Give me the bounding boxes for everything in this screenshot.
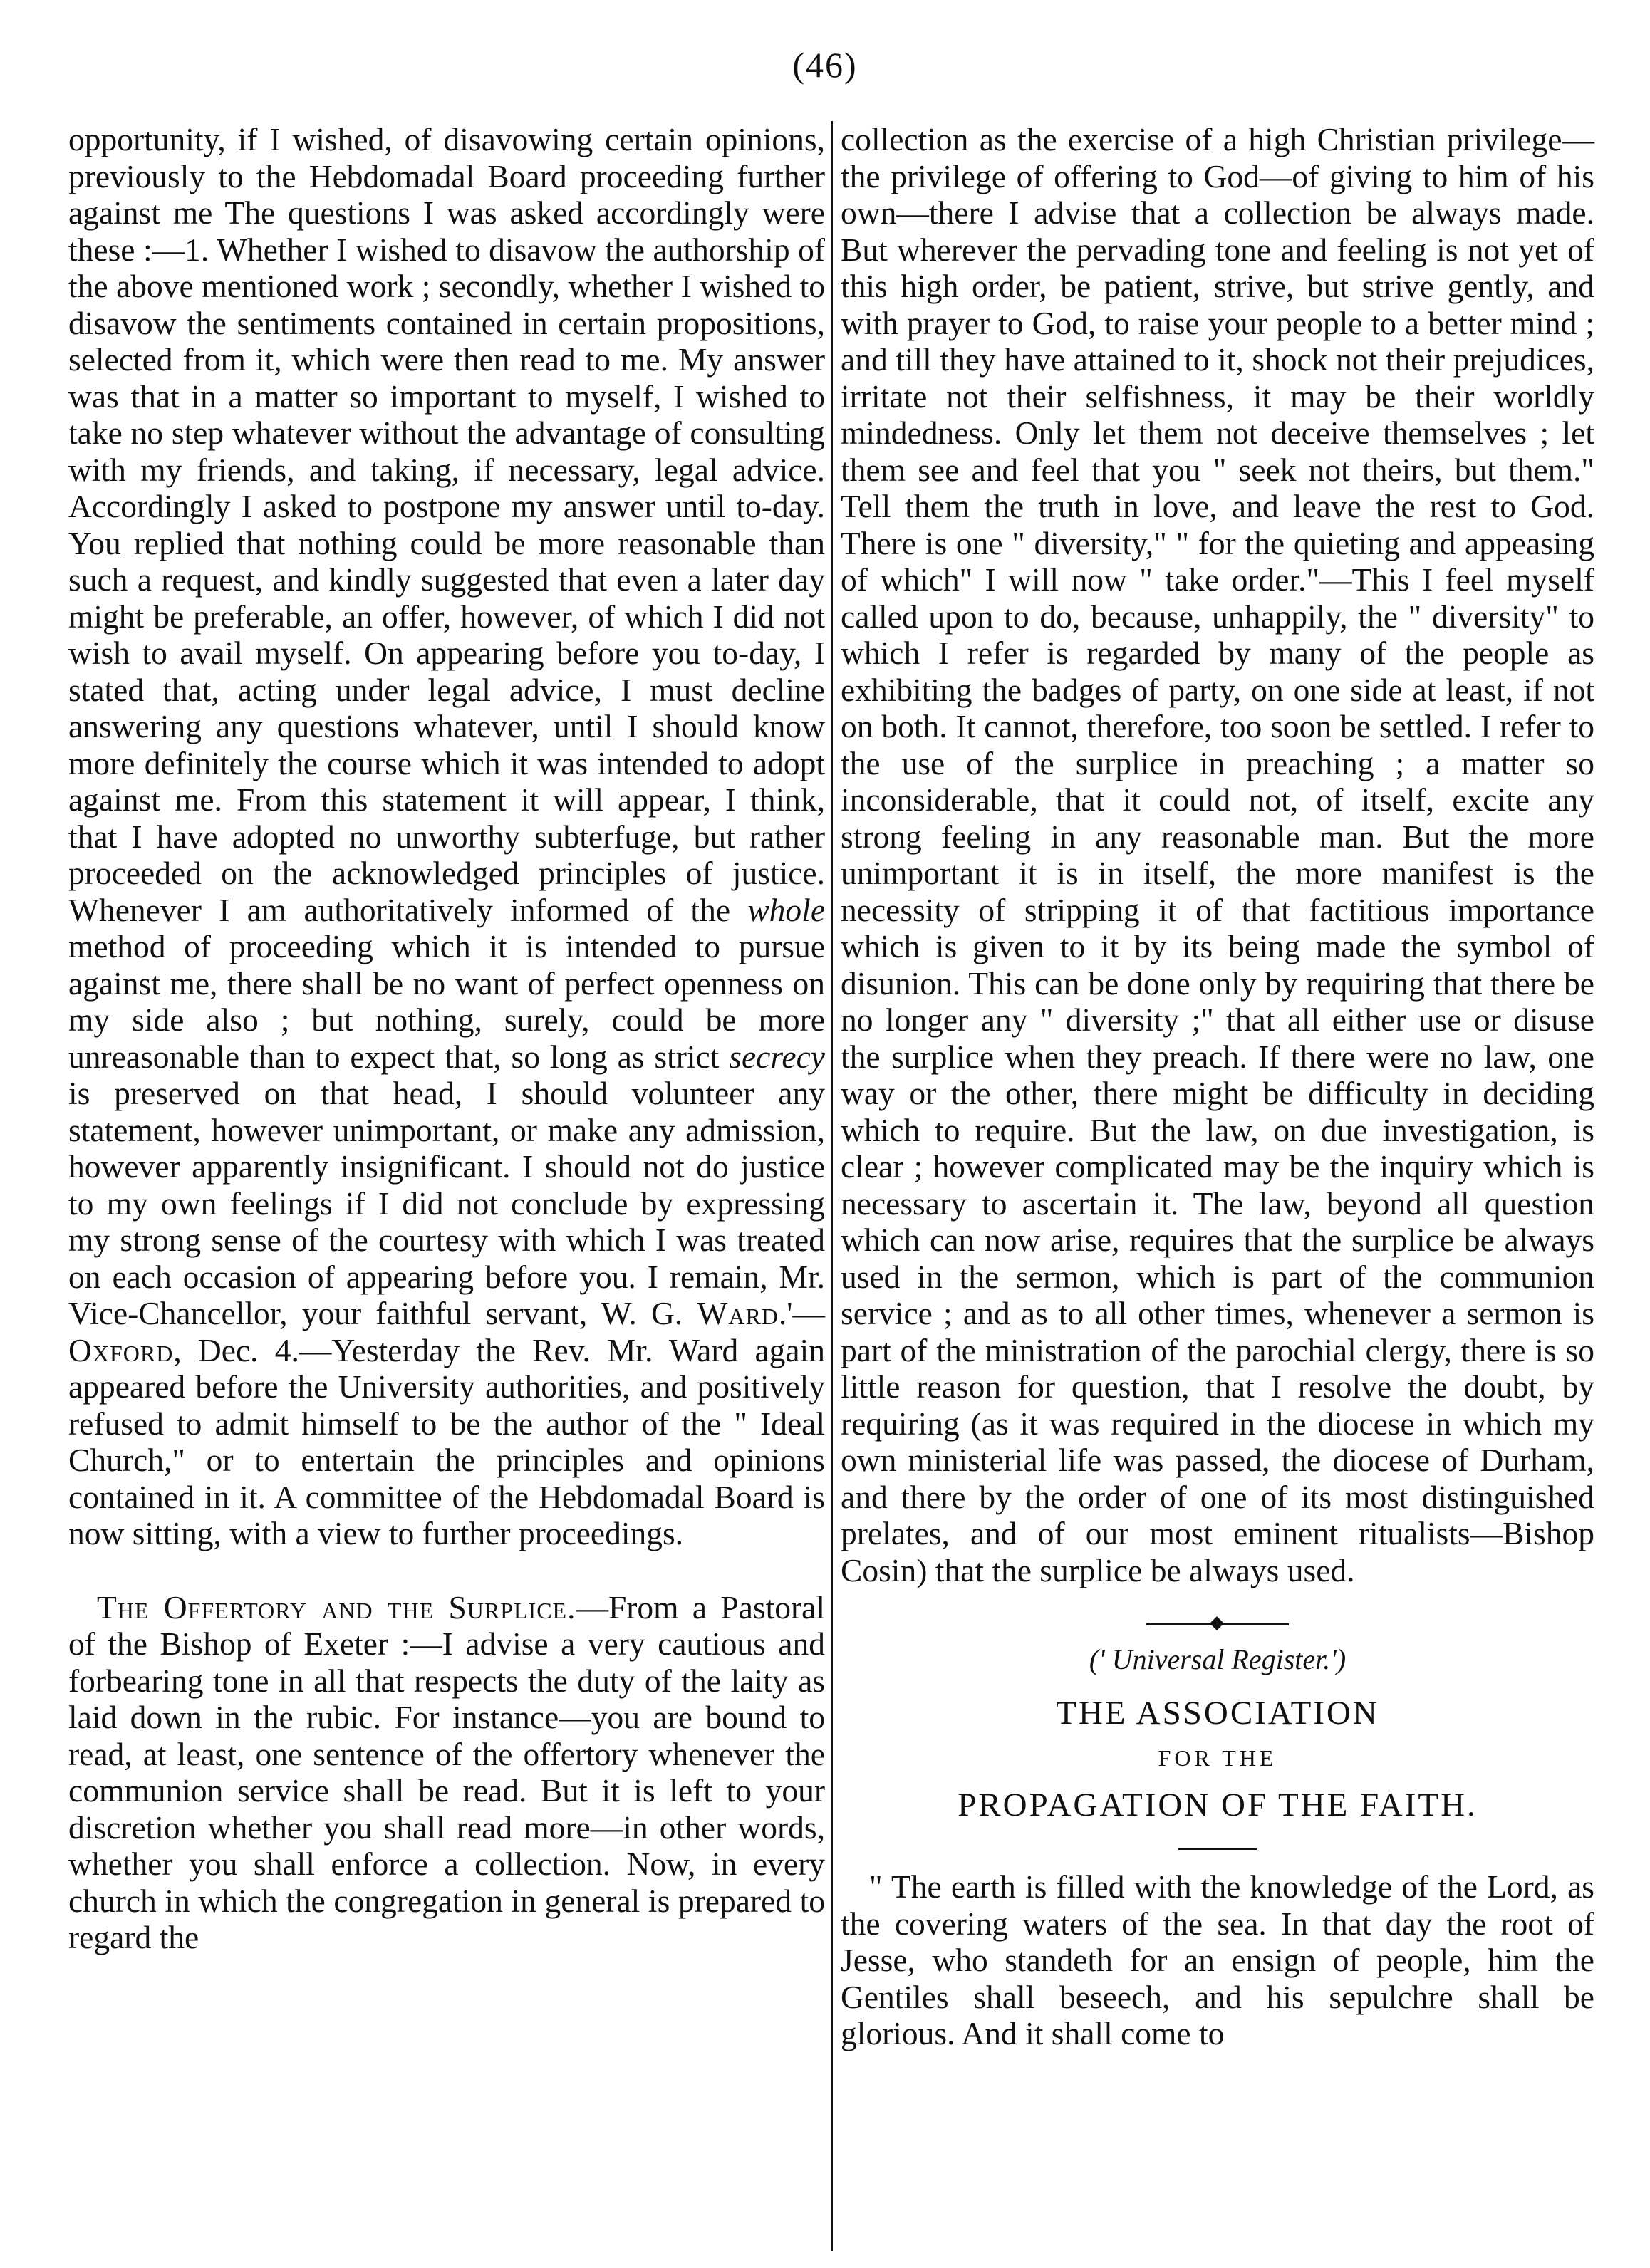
ornament-rule <box>1146 1617 1289 1631</box>
page-number: (46) <box>792 45 858 85</box>
heading-rule <box>1178 1848 1257 1850</box>
emphasis-secrecy: secrecy <box>729 1038 825 1075</box>
article-heading-line1: THE ASSOCIATION <box>1056 1694 1379 1732</box>
left-column <box>68 121 825 1956</box>
article-heading-line3: PROPAGATION OF THE FAITH. <box>958 1786 1478 1824</box>
surplice-paragraph: collection as the exercise of a high Christian privilege—the privilege of offering to God—of giving to him of his own—there I advise that a collection be always made. But wherever the pervading tone and feeling is not yet of this high order, be patient, strive, but strive gently, and with prayer to God, to raise your people to a better mind ; and till they have attained to it, shock not their prejudices, irritate not their selfishness, it may be their worldly mindedness. Only let them not deceive themselves ; let them see and feel that you " seek not theirs, but them." Tell them the truth in love, and leave the rest to God. There is one " diversity," " for the quieting and appeasing of which" I will now " take order."—This I feel myself called upon to do, because, unhappily, the " diversity" to which I refer is regarded by many of the people as exhibiting the badges of party, on one side at least, if not on both. It cannot, therefore, too soon be settled. I refer to the use of the surplice in preaching ; a matter so inconsiderable, that it could not, of itself, excite any strong feeling in any reasonable man. But the more unimportant it is in itself, the more manifest is the necessity of stripping it of that factitious importance which is given to it by its being made the symbol of disunion. This can be done only by requiring that there be no longer any " diversity ;" that all either use or disuse the surplice when they preach. If there were no law, one way or the other, there might be difficulty in deciding which to require. But the law, on due investigation, is clear ; however complicated may be the inquiry which is necessary to ascertain it. The law, beyond all question which can now arise, requires that the surplice be always used in the sermon, which is part of the communion service ; and as to all other times, whenever a sermon is part of the ministration of the parochial clergy, there is so little reason for question, that I resolve the doubt, by requiring (as it was required in the diocese in which my own ministerial life was passed, the diocese of Durham, and there by the order of one of its most distinguished prelates, and of our most eminent ritualists—Bishop Cosin) that the surplice be always used. <box>841 121 1594 1588</box>
dateline-oxford: Oxford <box>68 1331 174 1368</box>
source-credit: (' Universal Register.') <box>1089 1643 1347 1675</box>
offertory-heading: The Offertory and the Surplice. <box>97 1588 576 1625</box>
scripture-quote: " The earth is filled with the knowledge of the Lord, as the covering waters of the sea. In that day the root of Jesse, who standeth for an ensign of people, him the Gentiles shall beseech, and his sepulchre shall be glorious. And it shall come to <box>841 1868 1594 2051</box>
right-column <box>841 121 1594 2052</box>
article-heading-line2: FOR THE <box>1158 1745 1277 1771</box>
column-divider <box>831 121 833 2251</box>
offertory-paragraph: The Offertory and the Surplice.—From a Pastoral of the Bishop of Exeter :—I advise a very cautious and forbearing tone in all that respects the duty of the laity as laid down in the rubic. For instance—you are bound to read, at least, one sentence of the offertory whenever the communion service shall be read. But it is left to your discretion whether you shall read more—in other words, whether you shall enforce a collection. Now, in every church in which the congregation in general is prepared to regard the <box>68 1588 825 1955</box>
emphasis-whole: whole <box>747 891 826 928</box>
ward-letter-paragraph: opportunity, if I wished, of disavowing certain opinions, previously to the Hebdomadal Board proceeding further against me The questions I was asked accordingly were these :—1. Whether I wished to disavow the authorship of the above mentioned work ; secondly, whether I wished to disavow the sentiments contained in certain propositions, selected from it, which were then read to me. My answer was that in a matter so important to myself, I wished to take no step whatever without the advantage of consulting with my friends, and taking, if necessary, legal advice. Accordingly I asked to postpone my answer until to-day. You replied that nothing could be more reasonable than such a request, and kindly suggested that even a later day might be preferable, an offer, however, of which I did not wish to avail myself. On appearing before you to-day, I stated that, acting under legal advice, I must decline answering any questions whatever, until I should know more definitely the course which it was intended to adopt against me. From this statement it will appear, I think, that I have adopted no unworthy subterfuge, but rather proceeded on the acknowledged principles of justice. Whenever I am authoritatively informed of the whole method of proceeding which it is intended to pursue against me, there shall be no want of perfect openness on my side also ; but nothing, surely, could be more unreasonable than to expect that, so long as strict secrecy is preserved on that head, I should volunteer any statement, however unimportant, or make any admission, however apparently insignificant. I should not do justice to my own feelings if I did not conclude by expressing my strong sense of the courtesy with which I was treated on each occasion of appearing before you. I remain, Mr. Vice-Chancellor, your faithful servant, W. G. Ward.'—Oxford, Dec. 4.—Yesterday the Rev. Mr. Ward again appeared before the University authorities, and positively refused to admit himself to be the author of the " Ideal Church," or to entertain the principles and opinions contained in it. A committee of the Hebdomadal Board is now sitting, with a view to further proceedings. <box>68 121 826 1551</box>
signature-ward: Ward <box>697 1295 779 1331</box>
